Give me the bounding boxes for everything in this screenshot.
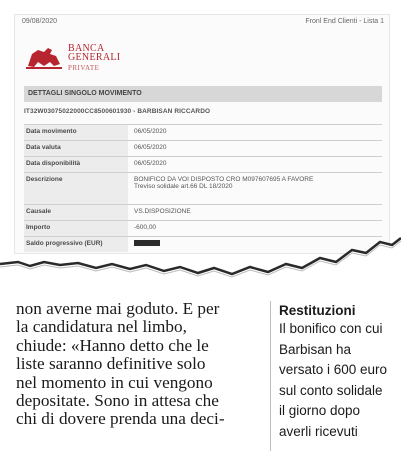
row-value: VS.DISPOSIZIONE — [134, 208, 191, 215]
lion-logo-icon — [26, 44, 62, 70]
row-value: 06/05/2020 — [134, 160, 167, 167]
document-header — [22, 14, 384, 28]
section-title: DETTAGLI SINGOLO MOVIMENTO — [24, 86, 382, 102]
table-row — [24, 156, 382, 172]
photo-caption — [279, 302, 397, 442]
row-label: Data disponibilità — [24, 157, 128, 172]
column-divider — [270, 301, 271, 451]
torn-paper-edge — [0, 218, 401, 288]
article-line: la candidatura nel limbo, — [16, 317, 187, 337]
article-line: nel momento in cui vengono — [16, 372, 213, 392]
article-line: chiude: «Hanno detto che le — [16, 335, 209, 355]
caption-line: il giorno dopo — [279, 403, 361, 418]
document-date: 09/08/2020 — [22, 17, 58, 25]
bank-logo — [26, 36, 156, 80]
row-value: 06/05/2020 — [134, 128, 167, 135]
caption-line: versato i 600 euro — [279, 362, 388, 377]
bank-wordmark: BANCA GENERALI PRIVATE — [68, 43, 121, 72]
article-line: non averne mai goduto. E per — [16, 299, 220, 318]
row-label: Importo — [24, 221, 128, 236]
table-row — [24, 172, 382, 204]
article-line: depositate. Sono in attesa che — [16, 391, 219, 411]
article-line: chi di dovere prenda una deci- — [16, 409, 225, 429]
table-row — [24, 124, 382, 140]
caption-title: Restituzioni — [279, 303, 356, 318]
row-label: Data valuta — [24, 141, 128, 156]
row-label: Descrizione — [24, 173, 128, 204]
table-row — [24, 140, 382, 156]
row-value: -600,00 — [134, 224, 157, 231]
caption-line: Il bonifico con cui — [279, 321, 383, 336]
row-label: Causale — [24, 205, 128, 220]
article-line: liste saranno definitive solo — [16, 354, 206, 374]
row-label: Data movimento — [24, 125, 128, 140]
row-value: 06/05/2020 — [134, 144, 167, 151]
row-value: BONIFICO DA VOI DISPOSTO CRO M097607695 A FAVORE Treviso solidale art.66 DL 18/2020 — [134, 176, 314, 190]
caption-line: averli ricevuti — [279, 423, 358, 439]
document-source: Fronl End Clienti - Lista 1 — [305, 17, 384, 25]
caption-line: Barbisan ha — [279, 341, 352, 357]
row-label: Saldo progressivo (EUR) — [24, 237, 128, 252]
article-text — [16, 300, 260, 429]
account-holder-line: IT32W03075022000CC8500601930 - BARBISAN RICCARDO — [24, 108, 211, 115]
caption-line: sul conto solidale — [279, 382, 383, 398]
